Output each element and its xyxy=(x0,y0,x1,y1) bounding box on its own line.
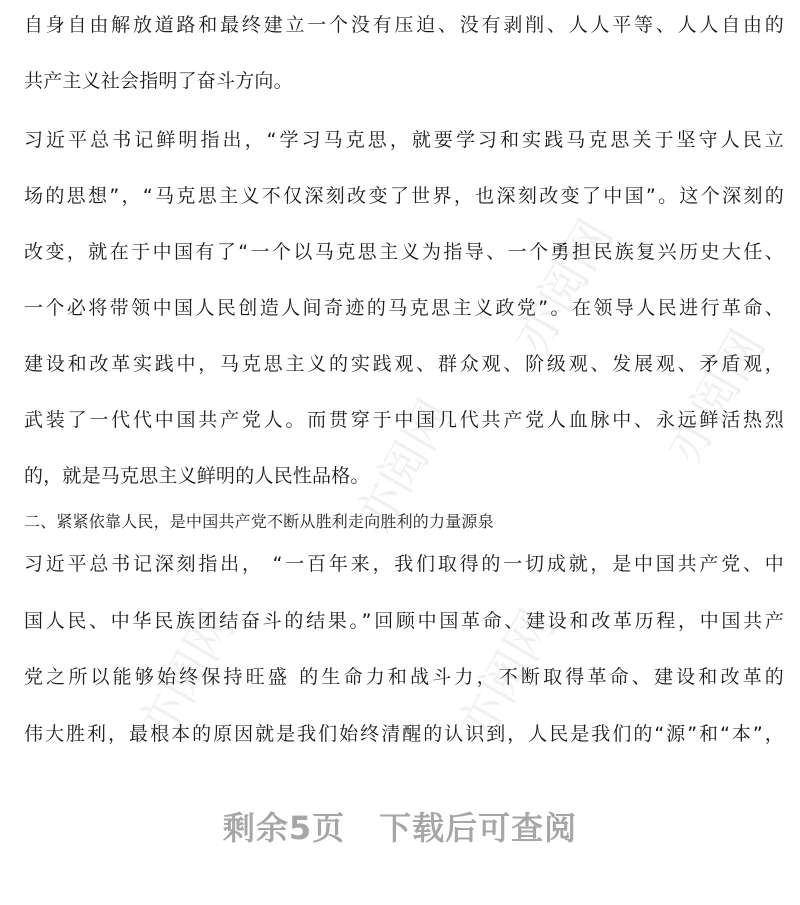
paragraph-line: 自身自由解放道路和最终建立一个没有压迫、没有剥削、人人平等、人人自由的 xyxy=(24,14,784,36)
remaining-pages-label: 剩余5页 xyxy=(222,809,346,847)
paragraph-line: 伟大胜利，最根本的原因就是我们始终清醒的认识到，人民是我们的“源”和“本”， xyxy=(24,723,784,745)
paragraph-line: 共产主义社会指明了奋斗方向。 xyxy=(24,70,293,92)
paragraph-line: 武装了一代代中国共产党人。而贯穿于中国几代共产党人血脉中、永远鲜活热烈 xyxy=(24,409,784,431)
paragraph-line: 习近平总书记鲜明指出，“学习马克思，就要学习和实践马克思关于坚守人民立 xyxy=(24,129,784,151)
watermark: 亦阅网 xyxy=(445,600,567,754)
paragraph-line: 习近平总书记深刻指出， “一百年来，我们取得的一切成就，是中国共产党、中 xyxy=(24,553,784,575)
paragraph-line: 建设和改革实践中，马克思主义的实践观、群众观、阶级观、发展观、矛盾观， xyxy=(24,353,784,375)
download-to-view-label: 下载后可查阅 xyxy=(379,809,578,847)
watermark: 亦阅网 xyxy=(503,210,625,364)
paragraph-line: 国人民、中华民族团结奋斗的结果。”回顾中国革命、建设和改革历程，中国共产 xyxy=(24,610,784,632)
section-heading: 二、紧紧依靠人民，是中国共产党不断从胜利走向胜利的力量源泉 xyxy=(24,512,494,531)
watermark: 亦阅网 xyxy=(343,390,465,544)
download-prompt[interactable] xyxy=(0,806,800,850)
watermark: 亦阅网 xyxy=(655,320,777,474)
watermark: 亦阅网 xyxy=(125,600,247,754)
paragraph-line: 场的思想”，“马克思主义不仅深刻改变了世界，也深刻改变了中国”。这个深刻的 xyxy=(24,185,784,207)
paragraph-line: 改变，就在于中国有了“一个以马克思主义为指导、一个勇担民族复兴历史大任、 xyxy=(24,241,784,263)
paragraph-line: 党之所以能够始终保持旺盛 的生命力和战斗力，不断取得革命、建设和改革的 xyxy=(24,666,784,688)
paragraph-line: 一个必将带领中国人民创造人间奇迹的马克思主义政党”。在领导人民进行革命、 xyxy=(24,297,784,319)
paragraph-line: 的，就是马克思主义鲜明的人民性品格。 xyxy=(24,465,370,487)
